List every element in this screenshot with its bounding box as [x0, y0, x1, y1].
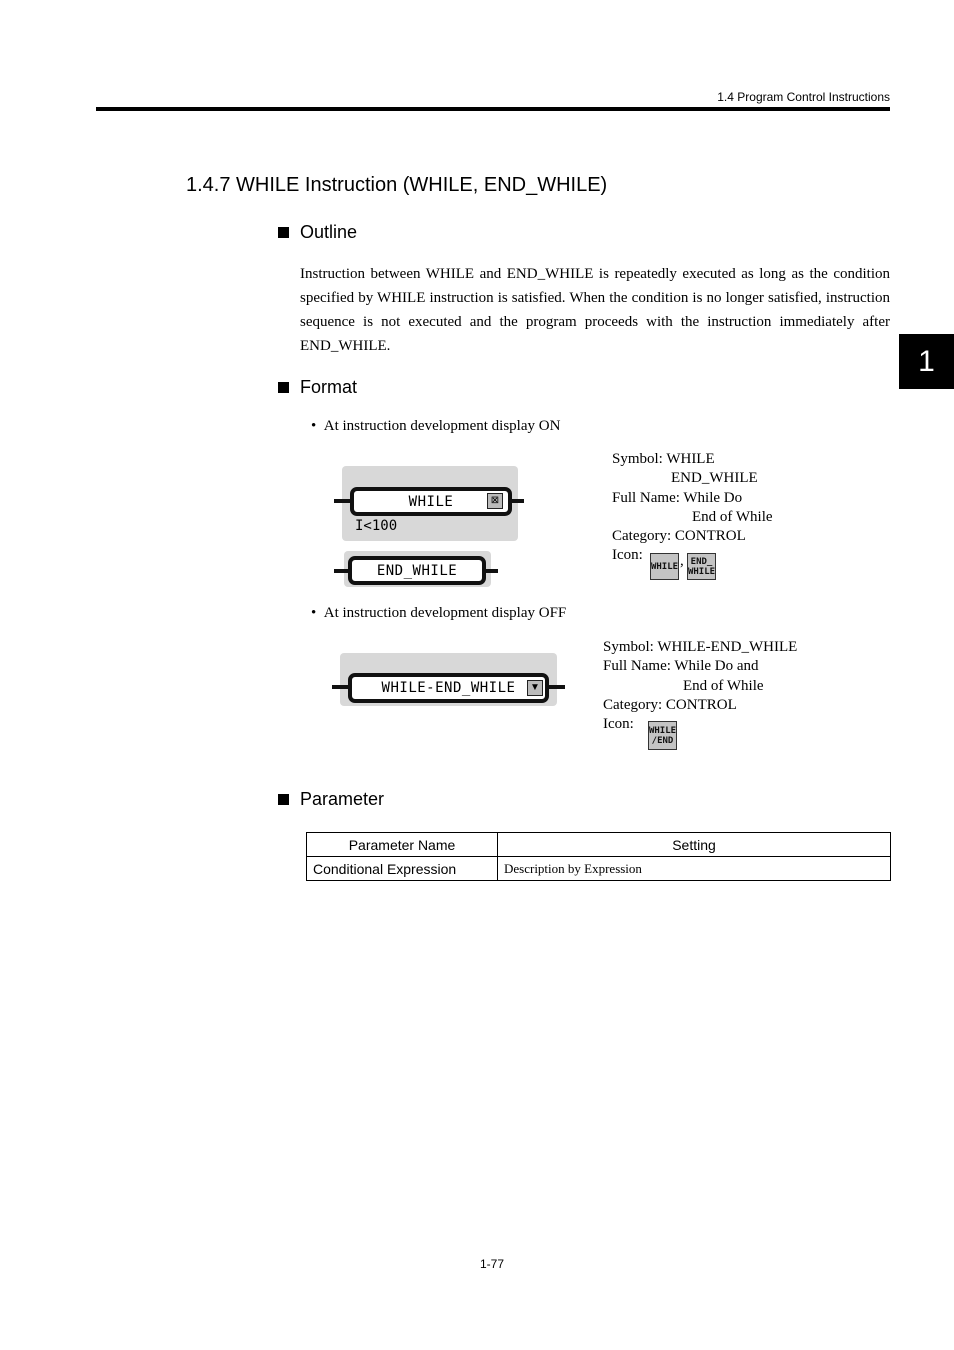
collapse-toggle-icon[interactable]: ▼ [527, 680, 543, 696]
bullet-display-off-text: At instruction development display OFF [323, 605, 567, 621]
fullname-line: Full Name: While Do [612, 489, 743, 506]
while-end-tool-icon-line2: /END [651, 735, 674, 746]
bullet-display-on-text: At instruction development display ON [323, 418, 561, 434]
end-while-tool-icon-line2: WHILE [687, 566, 716, 577]
outline-heading-text: Outline [300, 222, 358, 242]
square-bullet-icon [278, 227, 289, 238]
while-tool-icon-text: WHILE [650, 561, 679, 572]
square-bullet-icon [278, 794, 289, 805]
while-condition: I<100 [355, 518, 398, 534]
bullet-display-off [311, 605, 566, 622]
while-end-tool-icon [648, 721, 677, 750]
bullet-dot-icon: • [311, 418, 324, 434]
table-header-row [307, 833, 891, 857]
table-row [307, 857, 891, 881]
running-head: 1.4 Program Control Instructions [717, 90, 890, 104]
outline-paragraph: Instruction between WHILE and END_WHILE is repeatedly executed as long as the condition specified by WHILE instruction is satisfied. When the condition is no longer satisfied, instruction sequence is not executed and the program proceeds with the instruction immediately after END_WHILE. [300, 266, 890, 354]
while-end-while-block[interactable] [348, 673, 549, 703]
square-bullet-icon [278, 382, 289, 393]
parameter-name-cell: Conditional Expression [307, 857, 498, 881]
bullet-dot-icon: • [311, 605, 324, 621]
icon-separator: , [680, 553, 684, 569]
while-block-label: WHILE [408, 493, 454, 510]
outline-heading [278, 222, 357, 243]
fullname-line: Full Name: While Do and [603, 658, 759, 675]
while-tool-icon [650, 553, 679, 580]
format-heading-text: Format [300, 377, 358, 397]
page-number: 1-77 [479, 1257, 505, 1271]
icon-line: Icon: [612, 547, 643, 564]
fullname-line-2: End of While [683, 677, 764, 694]
bullet-display-on [311, 418, 560, 435]
display-on-info [612, 450, 902, 566]
icon-line: Icon: [603, 716, 634, 733]
symbol-line-2: END_WHILE [671, 470, 758, 487]
format-heading [278, 377, 357, 398]
end-while-block-label: END_WHILE [376, 562, 458, 579]
expand-toggle-icon[interactable]: ⊠ [487, 493, 503, 509]
end-while-tool-icon-line1: END_ [690, 556, 713, 567]
category-line: Category: CONTROL [603, 696, 737, 713]
setting-cell: Description by Expression [498, 857, 891, 881]
while-end-tool-icon-line1: WHILE [648, 725, 677, 736]
symbol-line: Symbol: WHILE-END_WHILE [603, 639, 798, 655]
end-while-block[interactable] [348, 556, 486, 585]
parameter-heading-text: Parameter [300, 789, 385, 809]
column-header: Setting [498, 833, 891, 857]
while-end-while-block-label: WHILE-END_WHILE [381, 680, 516, 696]
end-while-tool-icon [687, 553, 716, 580]
while-connector-right [510, 499, 524, 503]
parameter-table [306, 832, 891, 881]
parameter-heading [278, 789, 384, 810]
column-header: Parameter Name [307, 833, 498, 857]
section-title: 1.4.7 WHILE Instruction (WHILE, END_WHILE) [186, 174, 608, 196]
chapter-tab: 1 [899, 334, 954, 389]
display-off-info [603, 638, 903, 734]
header-rule [96, 107, 890, 111]
category-line: Category: CONTROL [612, 528, 746, 545]
fullname-line-2: End of While [692, 508, 773, 525]
symbol-line: Symbol: WHILE [612, 451, 715, 467]
